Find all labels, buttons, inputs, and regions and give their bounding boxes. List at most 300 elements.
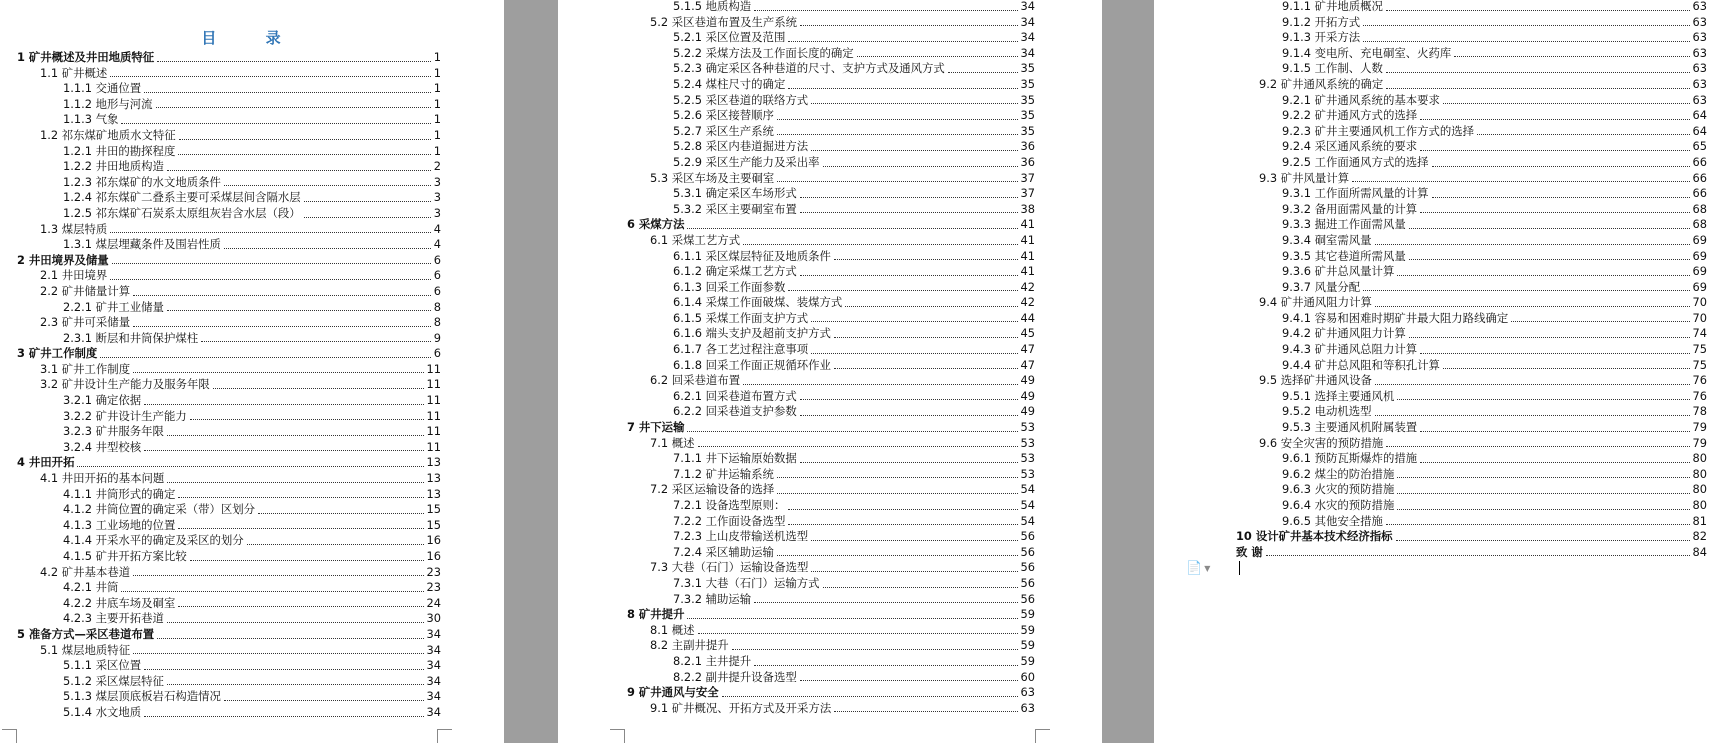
toc-entry[interactable] — [627, 295, 1035, 311]
toc-entry-text: 6.1.5 采煤工作面支护方式 — [673, 310, 809, 325]
toc-entry-page-number: 66 — [1692, 154, 1707, 169]
toc-entry[interactable] — [17, 549, 441, 565]
toc-entry[interactable] — [627, 498, 1035, 514]
toc-entry[interactable] — [1236, 46, 1707, 62]
toc-entry-text: 8.1 概述 — [650, 622, 695, 637]
toc-entry-text: 9.3.2 备用面需风量的计算 — [1282, 201, 1418, 216]
toc-entry[interactable] — [17, 284, 441, 300]
toc-entry-text: 9.4.3 矿井通风总阻力计算 — [1282, 342, 1418, 357]
toc-entry[interactable] — [17, 81, 441, 97]
toc-dot-leader — [1375, 306, 1690, 307]
toc-entry[interactable] — [1236, 108, 1707, 124]
toc-entry-page-number: 3 — [433, 205, 441, 220]
toc-entry-text: 5.2.8 采区内巷道掘进方法 — [673, 139, 809, 154]
toc-entry[interactable] — [1236, 529, 1707, 545]
toc-entry[interactable] — [627, 233, 1035, 249]
toc-entry-page-number: 3 — [433, 174, 441, 189]
toc-entry[interactable] — [1236, 186, 1707, 202]
toc-entry-page-number: 69 — [1692, 248, 1707, 263]
toc-entry-text: 6 采煤方法 — [627, 217, 685, 232]
toc-dot-leader — [144, 404, 423, 405]
toc-dot-leader — [811, 150, 1017, 151]
toc-entry[interactable] — [1236, 264, 1707, 280]
paste-options-icon[interactable]: 📄 ▼ — [1186, 561, 1211, 576]
toc-dot-leader — [800, 399, 1018, 400]
toc-entry[interactable] — [627, 467, 1035, 483]
toc-dot-leader — [1363, 41, 1689, 42]
toc-entry-page-number: 79 — [1692, 435, 1707, 450]
toc-entry-page-number: 34 — [1020, 45, 1035, 60]
page-corner-mark — [437, 729, 452, 743]
toc-dot-leader — [1511, 321, 1689, 322]
toc-entry-text: 2.3 矿井可采储量 — [40, 315, 131, 330]
toc-entry-text: 7.2 采区运输设备的选择 — [650, 482, 775, 497]
toc-entry-page-number: 35 — [1020, 123, 1035, 138]
toc-dot-leader — [1375, 244, 1690, 245]
toc-entry[interactable] — [1236, 326, 1707, 342]
toc-entry[interactable] — [17, 315, 441, 331]
toc-entry-page-number: 24 — [426, 595, 441, 610]
toc-entry-text: 3.2.2 矿井设计生产能力 — [63, 408, 187, 423]
toc-entry-page-number: 56 — [1020, 560, 1035, 575]
toc-entry[interactable] — [627, 607, 1035, 623]
toc-dot-leader — [112, 263, 431, 264]
toc-entry[interactable] — [627, 46, 1035, 62]
toc-entry[interactable] — [627, 15, 1035, 31]
toc-entry[interactable] — [1236, 436, 1707, 452]
toc-entry[interactable] — [627, 560, 1035, 576]
toc-entry-text: 9.6.1 预防瓦斯爆炸的措施 — [1282, 451, 1418, 466]
toc-entry[interactable] — [1236, 124, 1707, 140]
toc-entry-text: 5.1.1 采区位置 — [63, 658, 142, 673]
toc-entry-page-number: 68 — [1692, 201, 1707, 216]
toc-dot-leader — [788, 88, 1017, 89]
toc-entry[interactable] — [627, 155, 1035, 171]
toc-dot-leader — [1397, 399, 1689, 400]
toc-entry-page-number: 64 — [1692, 108, 1707, 123]
toc-entry[interactable] — [627, 373, 1035, 389]
toc-entry-page-number: 75 — [1692, 357, 1707, 372]
toc-entry[interactable] — [17, 128, 441, 144]
toc-entry-page-number: 56 — [1020, 575, 1035, 590]
toc-entry[interactable] — [17, 580, 441, 596]
toc-entry-text: 1.2.4 祁东煤矿二叠系主要可采煤层间含隔水层 — [63, 190, 301, 205]
document-page-2 — [558, 0, 1102, 743]
toc-dot-leader — [788, 41, 1017, 42]
toc-entry[interactable] — [1236, 482, 1707, 498]
toc-entry-text: 5.2.2 采煤方法及工作面长度的确定 — [673, 45, 854, 60]
toc-dot-leader — [100, 357, 431, 358]
toc-entry[interactable] — [1236, 155, 1707, 171]
toc-entry[interactable] — [1236, 15, 1707, 31]
toc-entry-page-number: 37 — [1020, 170, 1035, 185]
toc-entry[interactable] — [627, 311, 1035, 327]
toc-entry-page-number: 54 — [1020, 482, 1035, 497]
toc-entry-text: 9.6.2 煤尘的防治措施 — [1282, 466, 1395, 481]
toc-dot-leader — [777, 134, 1018, 135]
toc-dot-leader — [1409, 337, 1690, 338]
toc-dot-leader — [811, 571, 1017, 572]
toc-entry-text: 3.2.1 确定依据 — [63, 393, 142, 408]
toc-dot-leader — [811, 103, 1017, 104]
toc-dot-leader — [110, 76, 430, 77]
toc-entry[interactable] — [627, 592, 1035, 608]
toc-entry-page-number: 8 — [433, 299, 441, 314]
toc-entry-page-number: 69 — [1692, 264, 1707, 279]
toc-entry[interactable] — [1236, 545, 1707, 561]
toc-entry-text: 7.3.2 辅助运输 — [673, 591, 752, 606]
toc-entry[interactable] — [17, 300, 441, 316]
toc-entry[interactable] — [627, 202, 1035, 218]
toc-entry[interactable] — [627, 171, 1035, 187]
toc-entry[interactable] — [627, 124, 1035, 140]
toc-dot-leader — [167, 310, 431, 311]
toc-entry[interactable] — [17, 596, 441, 612]
toc-entry[interactable] — [1236, 342, 1707, 358]
toc-entry-page-number: 63 — [1020, 685, 1035, 700]
toc-entry-page-number: 54 — [1020, 513, 1035, 528]
toc-dot-leader — [811, 353, 1017, 354]
toc-entry-page-number: 49 — [1020, 388, 1035, 403]
toc-dot-leader — [77, 466, 423, 467]
toc-dot-leader — [1396, 540, 1690, 541]
toc-entry[interactable] — [627, 389, 1035, 405]
toc-entry-page-number: 53 — [1020, 420, 1035, 435]
toc-dot-leader — [224, 700, 424, 701]
toc-entry[interactable] — [17, 159, 441, 175]
toc-entry[interactable] — [627, 280, 1035, 296]
toc-entry[interactable] — [1236, 389, 1707, 405]
toc-entry[interactable] — [17, 440, 441, 456]
toc-entry-page-number: 69 — [1692, 232, 1707, 247]
toc-entry[interactable] — [627, 545, 1035, 561]
toc-entry-text: 9.2.1 矿井通风系统的基本要求 — [1282, 92, 1440, 107]
toc-entry-text: 9.5 选择矿井通风设备 — [1259, 373, 1372, 388]
toc-entry[interactable] — [1236, 249, 1707, 265]
toc-entry-text: 9.1 矿井概况、开拓方式及开采方法 — [650, 700, 832, 715]
toc-dot-leader — [777, 119, 1018, 120]
toc-entry-text: 9.1.1 矿井地质概况 — [1282, 0, 1383, 13]
toc-entry[interactable] — [1236, 373, 1707, 389]
toc-entry-text: 9.2.3 矿井主要通风机工作方式的选择 — [1282, 123, 1475, 138]
toc-entry[interactable] — [17, 362, 441, 378]
toc-dot-leader — [777, 555, 1018, 556]
toc-entries-page-2 — [558, 0, 1102, 716]
toc-entry[interactable] — [1236, 498, 1707, 514]
toc-entries-page-3 — [1154, 0, 1721, 560]
toc-entry-text: 2 井田境界及储量 — [17, 252, 109, 267]
toc-entry-page-number: 76 — [1692, 388, 1707, 403]
toc-entry[interactable] — [1236, 514, 1707, 530]
toc-entry-page-number: 1 — [433, 127, 441, 142]
toc-entry[interactable] — [1236, 280, 1707, 296]
toc-dot-leader — [800, 25, 1017, 26]
toc-entry-page-number: 56 — [1020, 591, 1035, 606]
toc-entry[interactable] — [17, 627, 441, 643]
toc-entry[interactable] — [627, 436, 1035, 452]
toc-entry[interactable] — [1236, 404, 1707, 420]
toc-entry[interactable] — [1236, 311, 1707, 327]
toc-entry-page-number: 64 — [1692, 123, 1707, 138]
toc-entry-text: 1.2 祁东煤矿地质水文特征 — [40, 127, 176, 142]
toc-entry[interactable] — [1236, 233, 1707, 249]
toc-entry[interactable] — [627, 358, 1035, 374]
toc-entry-page-number: 53 — [1020, 435, 1035, 450]
toc-dot-leader — [178, 497, 423, 498]
toc-entry[interactable] — [17, 455, 441, 471]
toc-entry-text: 9.3.5 其它巷道所需风量 — [1282, 248, 1406, 263]
toc-entry[interactable] — [1236, 139, 1707, 155]
toc-entry-page-number: 1 — [433, 65, 441, 80]
toc-dot-leader — [800, 212, 1018, 213]
toc-entry[interactable] — [627, 264, 1035, 280]
toc-entry-text: 5.3.2 采区主要硐室布置 — [673, 201, 797, 216]
toc-entry-text: 2.3.1 断层和井筒保护煤柱 — [63, 330, 199, 345]
toc-entry-text: 6.1.8 回采工作面正规循环作业 — [673, 357, 831, 372]
toc-dot-leader — [1420, 353, 1689, 354]
toc-entry[interactable] — [627, 670, 1035, 686]
toc-entry-page-number: 38 — [1020, 201, 1035, 216]
toc-entry-page-number: 63 — [1692, 45, 1707, 60]
toc-entry-text: 6.1.2 确定采煤工艺方式 — [673, 264, 797, 279]
toc-entry-page-number: 11 — [426, 377, 441, 392]
toc-entry-page-number: 15 — [426, 502, 441, 517]
toc-entry[interactable] — [627, 139, 1035, 155]
toc-entry[interactable] — [17, 705, 441, 721]
toc-entry-text: 9.3.7 风量分配 — [1282, 279, 1361, 294]
toc-entry-page-number: 23 — [426, 564, 441, 579]
toc-dot-leader — [144, 450, 423, 451]
toc-entry-page-number: 59 — [1020, 638, 1035, 653]
toc-entry[interactable] — [17, 533, 441, 549]
toc-entry-text: 1.2.1 井田的勘探程度 — [63, 143, 176, 158]
toc-entry-text: 7.1 概述 — [650, 435, 695, 450]
toc-dot-leader — [133, 575, 423, 576]
toc-entry[interactable] — [627, 420, 1035, 436]
toc-entry-page-number: 23 — [426, 580, 441, 595]
toc-entry[interactable] — [627, 514, 1035, 530]
toc-entry-text: 2.2.1 矿井工业储量 — [63, 299, 164, 314]
toc-entry[interactable] — [17, 190, 441, 206]
toc-entry-text: 3.2.3 矿井服务年限 — [63, 424, 164, 439]
toc-entry[interactable] — [1236, 0, 1707, 15]
toc-entry[interactable] — [17, 237, 441, 253]
toc-entry-text: 7.2.4 采区辅助运输 — [673, 544, 774, 559]
toc-entry-text: 4.1.4 开采水平的确定及采区的划分 — [63, 533, 244, 548]
toc-dot-leader — [1363, 25, 1689, 26]
toc-entry-text: 1.3.1 煤层埋藏条件及围岩性质 — [63, 237, 221, 252]
toc-entry-text: 7 井下运输 — [627, 420, 685, 435]
toc-entry-page-number: 8 — [433, 315, 441, 330]
toc-entry-page-number: 34 — [426, 673, 441, 688]
toc-entry[interactable] — [1236, 61, 1707, 77]
toc-entry-text: 10 设计矿井基本技术经济指标 — [1236, 529, 1393, 544]
toc-entry[interactable] — [17, 487, 441, 503]
toc-entry-page-number: 30 — [426, 611, 441, 626]
toc-entry-page-number: 34 — [1020, 0, 1035, 13]
toc-entry[interactable] — [17, 643, 441, 659]
toc-entry[interactable] — [1236, 30, 1707, 46]
toc-dot-leader — [178, 606, 423, 607]
toc-entry-page-number: 47 — [1020, 357, 1035, 372]
toc-entry[interactable] — [17, 66, 441, 82]
toc-entry[interactable] — [17, 175, 441, 191]
toc-entry-page-number: 34 — [426, 642, 441, 657]
toc-dot-leader — [788, 509, 1017, 510]
toc-entry[interactable] — [1236, 93, 1707, 109]
toc-entry-text: 6.1 采煤工艺方式 — [650, 232, 741, 247]
toc-entry[interactable] — [627, 61, 1035, 77]
toc-entry[interactable] — [17, 346, 441, 362]
toc-entry-page-number: 63 — [1692, 14, 1707, 29]
toc-entry[interactable] — [1236, 217, 1707, 233]
toc-dot-leader — [133, 653, 423, 654]
toc-entry[interactable] — [1236, 467, 1707, 483]
toc-entry[interactable] — [1236, 295, 1707, 311]
toc-entry[interactable] — [17, 674, 441, 690]
toc-entry[interactable] — [17, 97, 441, 113]
toc-entry-text: 4.2.2 井底车场及硐室 — [63, 595, 176, 610]
toc-entry[interactable] — [17, 409, 441, 425]
toc-entry[interactable] — [627, 482, 1035, 498]
toc-entry[interactable] — [17, 424, 441, 440]
toc-entry[interactable] — [627, 404, 1035, 420]
toc-entry[interactable] — [17, 222, 441, 238]
toc-entry[interactable] — [627, 0, 1035, 15]
toc-entry[interactable] — [627, 701, 1035, 717]
toc-entry[interactable] — [17, 112, 441, 128]
toc-dot-leader — [698, 446, 1018, 447]
toc-entry-page-number: 1 — [433, 96, 441, 111]
toc-entry[interactable] — [17, 689, 441, 705]
toc-entry-text: 8.2.2 副井提升设备选型 — [673, 669, 797, 684]
toc-entry[interactable] — [1236, 358, 1707, 374]
toc-entry-page-number: 49 — [1020, 373, 1035, 388]
toc-entry[interactable] — [17, 611, 441, 627]
toc-entry[interactable] — [1236, 451, 1707, 467]
toc-dot-leader — [1386, 72, 1690, 73]
toc-entry-text: 9.6 安全灾害的预防措施 — [1259, 435, 1384, 450]
toc-entry-text: 5.1.3 煤层顶底板岩石构造情况 — [63, 689, 221, 704]
toc-entry[interactable] — [627, 451, 1035, 467]
toc-dot-leader — [800, 415, 1018, 416]
toc-entry-page-number: 56 — [1020, 529, 1035, 544]
toc-entry[interactable] — [17, 331, 441, 347]
toc-entry[interactable] — [627, 217, 1035, 233]
toc-dot-leader — [1443, 103, 1690, 104]
toc-entry[interactable] — [1236, 171, 1707, 187]
toc-entry[interactable] — [627, 623, 1035, 639]
toc-entry[interactable] — [17, 377, 441, 393]
toc-entry-text: 3.1 矿井工作制度 — [40, 361, 131, 376]
toc-entry-text: 8 矿井提升 — [627, 607, 685, 622]
toc-entry[interactable] — [627, 529, 1035, 545]
toc-entry[interactable] — [17, 502, 441, 518]
toc-entry[interactable] — [1236, 77, 1707, 93]
toc-entry-text: 4.1.3 工业场地的位置 — [63, 517, 176, 532]
toc-entry[interactable] — [627, 108, 1035, 124]
toc-entry[interactable] — [17, 206, 441, 222]
toc-entry[interactable] — [17, 393, 441, 409]
toc-entry[interactable] — [627, 654, 1035, 670]
toc-entry[interactable] — [627, 186, 1035, 202]
toc-entry[interactable] — [1236, 420, 1707, 436]
toc-entry[interactable] — [17, 518, 441, 534]
toc-entry-page-number: 13 — [426, 471, 441, 486]
toc-entry[interactable] — [627, 30, 1035, 46]
toc-entry[interactable] — [17, 471, 441, 487]
toc-entry[interactable] — [17, 268, 441, 284]
toc-entry-text: 4.1.1 井筒形式的确定 — [63, 486, 176, 501]
toc-dot-leader — [224, 185, 431, 186]
toc-dot-leader — [167, 435, 424, 436]
toc-entry-page-number: 75 — [1692, 342, 1707, 357]
toc-dot-leader — [190, 560, 424, 561]
toc-entry-page-number: 34 — [426, 704, 441, 719]
toc-dot-leader — [811, 540, 1017, 541]
toc-entry-page-number: 80 — [1692, 498, 1707, 512]
toc-entry[interactable] — [627, 685, 1035, 701]
toc-entry[interactable] — [17, 50, 441, 66]
toc-entry[interactable] — [627, 326, 1035, 342]
toc-dot-leader — [167, 482, 423, 483]
toc-entry-page-number: 41 — [1020, 232, 1035, 247]
toc-entry-page-number: 35 — [1020, 61, 1035, 76]
toc-entry[interactable] — [627, 342, 1035, 358]
toc-entry-text: 9.1.2 开拓方式 — [1282, 14, 1361, 29]
toc-entry-text: 6.2.2 回采巷道支护参数 — [673, 404, 797, 419]
toc-entry[interactable] — [627, 93, 1035, 109]
toc-entry-text: 1 矿井概述及井田地质特征 — [17, 50, 155, 64]
toc-entry[interactable] — [1236, 202, 1707, 218]
toc-entry-page-number: 54 — [1020, 498, 1035, 512]
toc-entry-text: 1.1.1 交通位置 — [63, 81, 142, 96]
toc-entry-text: 7.2.2 工作面设备选型 — [673, 513, 786, 528]
toc-dot-leader — [800, 197, 1018, 198]
toc-dot-leader — [1420, 431, 1689, 432]
toc-dot-leader — [1397, 493, 1689, 494]
toc-entry-page-number: 1 — [433, 50, 441, 64]
toc-entry-page-number: 1 — [433, 112, 441, 127]
toc-entry[interactable] — [627, 249, 1035, 265]
toc-entries-page-1 — [0, 50, 504, 721]
toc-entry-page-number: 70 — [1692, 295, 1707, 310]
toc-dot-leader — [754, 10, 1017, 11]
toc-dot-leader — [687, 431, 1017, 432]
toc-entry-text: 6.2.1 回采巷道布置方式 — [673, 388, 797, 403]
toc-entry[interactable] — [17, 144, 441, 160]
toc-dot-leader — [110, 279, 430, 280]
toc-entry[interactable] — [17, 658, 441, 674]
toc-dot-leader — [1420, 212, 1689, 213]
toc-entry-text: 5.1.5 地质构造 — [673, 0, 752, 13]
toc-entry-page-number: 6 — [433, 268, 441, 283]
toc-dot-leader — [258, 513, 423, 514]
toc-dot-leader — [754, 665, 1017, 666]
toc-entry[interactable] — [627, 77, 1035, 93]
toc-entry-text: 1.2.5 祁东煤矿石炭系太原组灰岩含水层（段） — [63, 205, 301, 220]
toc-entry[interactable] — [17, 565, 441, 581]
toc-dot-leader — [1363, 290, 1689, 291]
toc-entry-text: 1.1.3 气象 — [63, 112, 119, 127]
toc-entry[interactable] — [627, 638, 1035, 654]
toc-entry-text: 6.1.3 回采工作面参数 — [673, 279, 786, 294]
toc-entry[interactable] — [627, 576, 1035, 592]
toc-entry-page-number: 2 — [433, 159, 441, 174]
toc-entry-text: 9.4 矿井通风阻力计算 — [1259, 295, 1372, 310]
toc-entry[interactable] — [17, 253, 441, 269]
toc-dot-leader — [800, 275, 1018, 276]
